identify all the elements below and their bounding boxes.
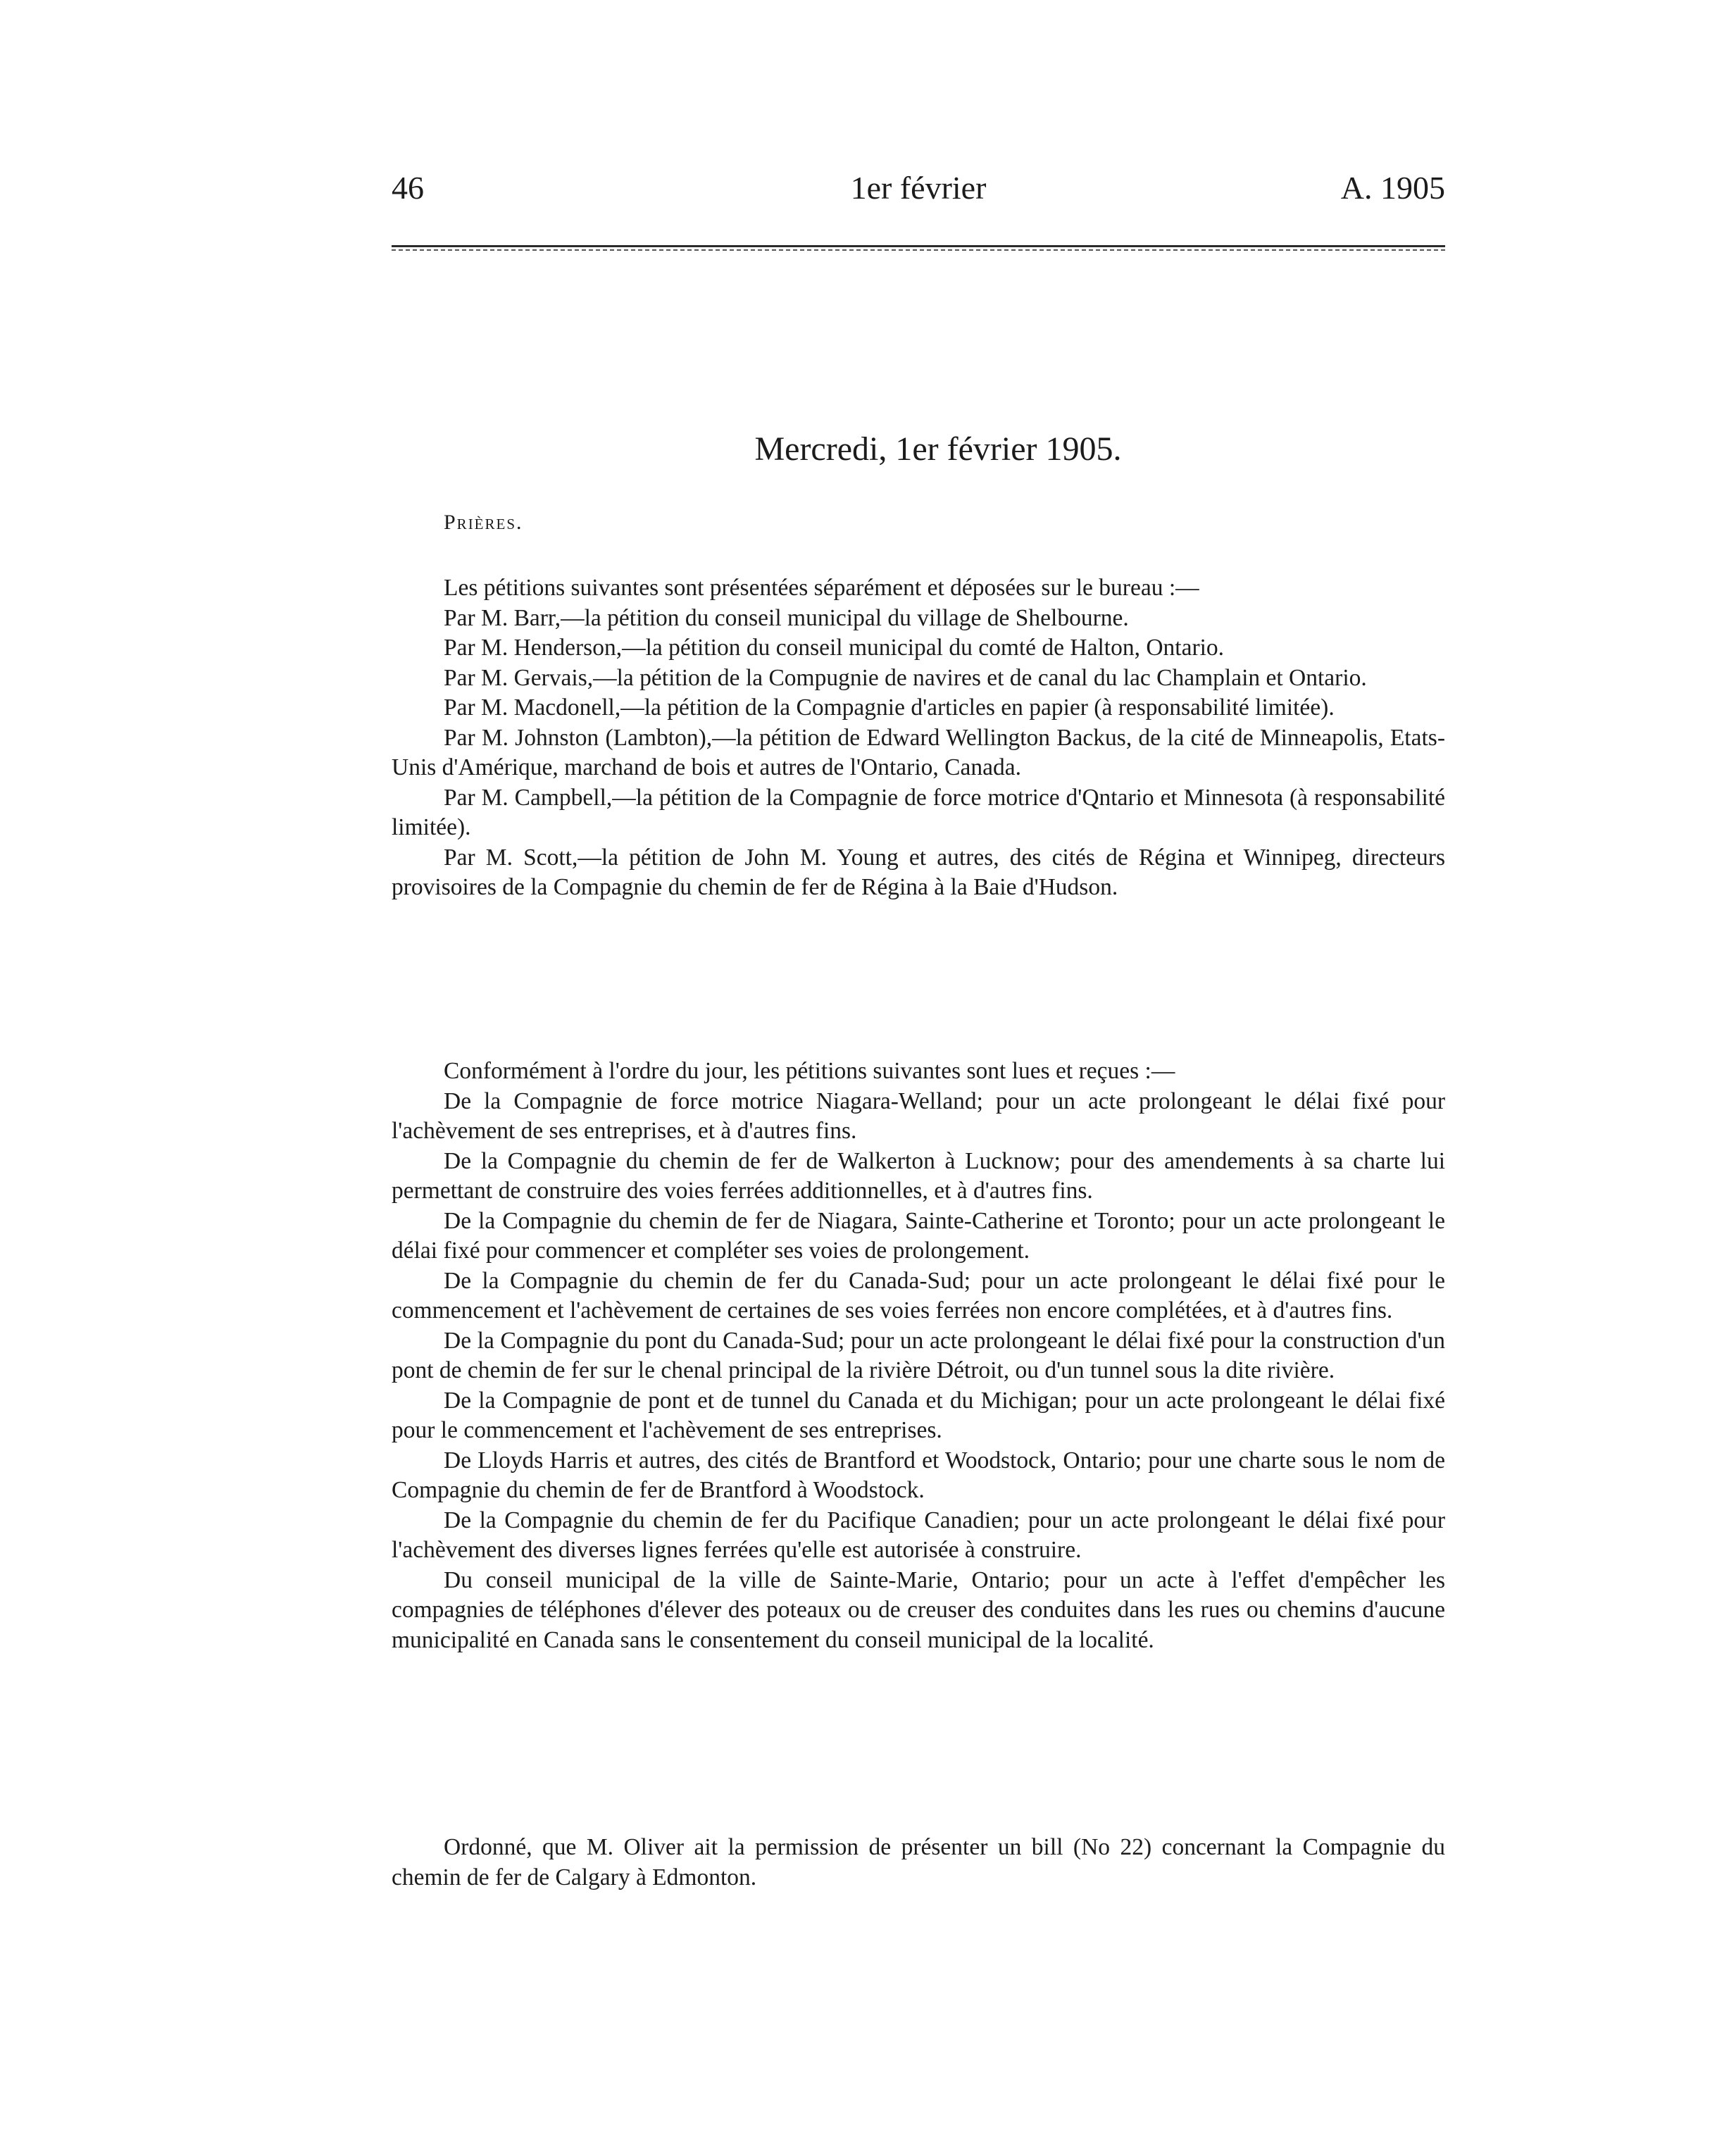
paragraph: De la Compagnie du pont du Canada-Sud; pour un acte prolongeant le délai fixé pour la construction d'un pont de chemin de fer sur le chenal principal de la rivière Détroit, ou d'un tunnel sous la dite rivière. (392, 1327, 1445, 1383)
order-block (392, 1833, 1445, 1893)
paragraph: Conformément à l'ordre du jour, les pétitions suivantes sont lues et reçues :— (444, 1058, 1175, 1084)
paragraph: Par M. Scott,—la pétition de John M. Young et autres, des cités de Régina et Winnipeg, directeurs provisoires de la Compagnie du chemin de fer de Régina à la Baie d'Hudson. (392, 844, 1445, 900)
header-rule-solid (392, 245, 1445, 247)
paragraph: De la Compagnie de force motrice Niagara-Welland; pour un acte prolongeant le délai fixé pour l'achèvement de ses entreprises, et à d'autres fins. (392, 1088, 1445, 1144)
paragraph: Du conseil municipal de la ville de Sainte-Marie, Ontario; pour un acte à l'effet d'empêcher les compagnies de téléphones d'élever des poteaux ou de creuser des conduites dans les rues ou chemins d'aucune municipalité en Canada sans le consentement du conseil municipal de la localité. (392, 1566, 1445, 1653)
paragraph: De la Compagnie du chemin de fer de Niagara, Sainte-Catherine et Toronto; pour un acte prolongeant le délai fixé pour commencer et compléter ses voies de prolongement. (392, 1207, 1445, 1264)
paragraph: Par M. Barr,—la pétition du conseil municipal du village de Shelbourne. (444, 604, 1129, 631)
paragraph: De Lloyds Harris et autres, des cités de Brantford et Woodstock, Ontario; pour une charte sous le nom de Compagnie du chemin de fer de Brantford à Woodstock. (392, 1447, 1445, 1503)
paragraph: De la Compagnie du chemin de fer du Canada-Sud; pour un acte prolongeant le délai fixé pour le commencement et l'achèvement de certaines de ses voies ferrées non encore complétées, et à d'autres fins. (392, 1267, 1445, 1323)
paragraph: De la Compagnie du chemin de fer du Pacifique Canadien; pour un acte prolongeant le délai fixé pour l'achèvement des diverses lignes ferrées qu'elle est autorisée à construire. (392, 1507, 1445, 1563)
paragraph: Par M. Johnston (Lambton),—la pétition de Edward Wellington Backus, de la cité de Minneapolis, Etats-Unis d'Amérique, marchand de bois et autres de l'Ontario, Canada. (392, 724, 1445, 780)
paragraph: De la Compagnie du chemin de fer de Walkerton à Lucknow; pour des amendements à sa charte lui permettant de construire des voies ferrées additionnelles, et à d'autres fins. (392, 1147, 1445, 1204)
page-number: 46 (392, 170, 424, 206)
paragraph: Par M. Henderson,—la pétition du conseil municipal du comté de Halton, Ontario. (444, 635, 1225, 661)
header-rule-dashed (392, 249, 1445, 251)
petitions-received-block (392, 1057, 1445, 1655)
header-rule (392, 245, 1445, 251)
petitions-presented-block (392, 573, 1445, 903)
paragraph: De la Compagnie de pont et de tunnel du Canada et du Michigan; pour un acte prolongeant le délai fixé pour le commencement et l'achèvement de ses entreprises. (392, 1387, 1445, 1443)
page-title: Mercredi, 1er février 1905. (754, 430, 1122, 468)
section-label-prayers: Prières. (444, 511, 523, 534)
running-head (392, 169, 1445, 218)
paragraph: Par M. Macdonell,—la pétition de la Compagnie d'articles en papier (à responsabilité limitée). (444, 694, 1335, 721)
paragraph: Les pétitions suivantes sont présentées séparément et déposées sur le bureau :— (444, 575, 1199, 601)
paragraph-order: Ordonné, que M. Oliver ait la permission de présenter un bill (No 22) concernant la Compagnie du chemin de fer de Calgary à Edmonton. (392, 1834, 1445, 1890)
paragraph: Par M. Gervais,—la pétition de la Compugnie de navires et de canal du lac Champlain et Ontario. (444, 664, 1367, 691)
header-year: A. 1905 (1340, 170, 1445, 206)
paragraph: Par M. Campbell,—la pétition de la Compagnie de force motrice d'Qntario et Minnesota (à responsabilité limitée). (392, 784, 1445, 840)
header-date: 1er février (850, 170, 987, 206)
